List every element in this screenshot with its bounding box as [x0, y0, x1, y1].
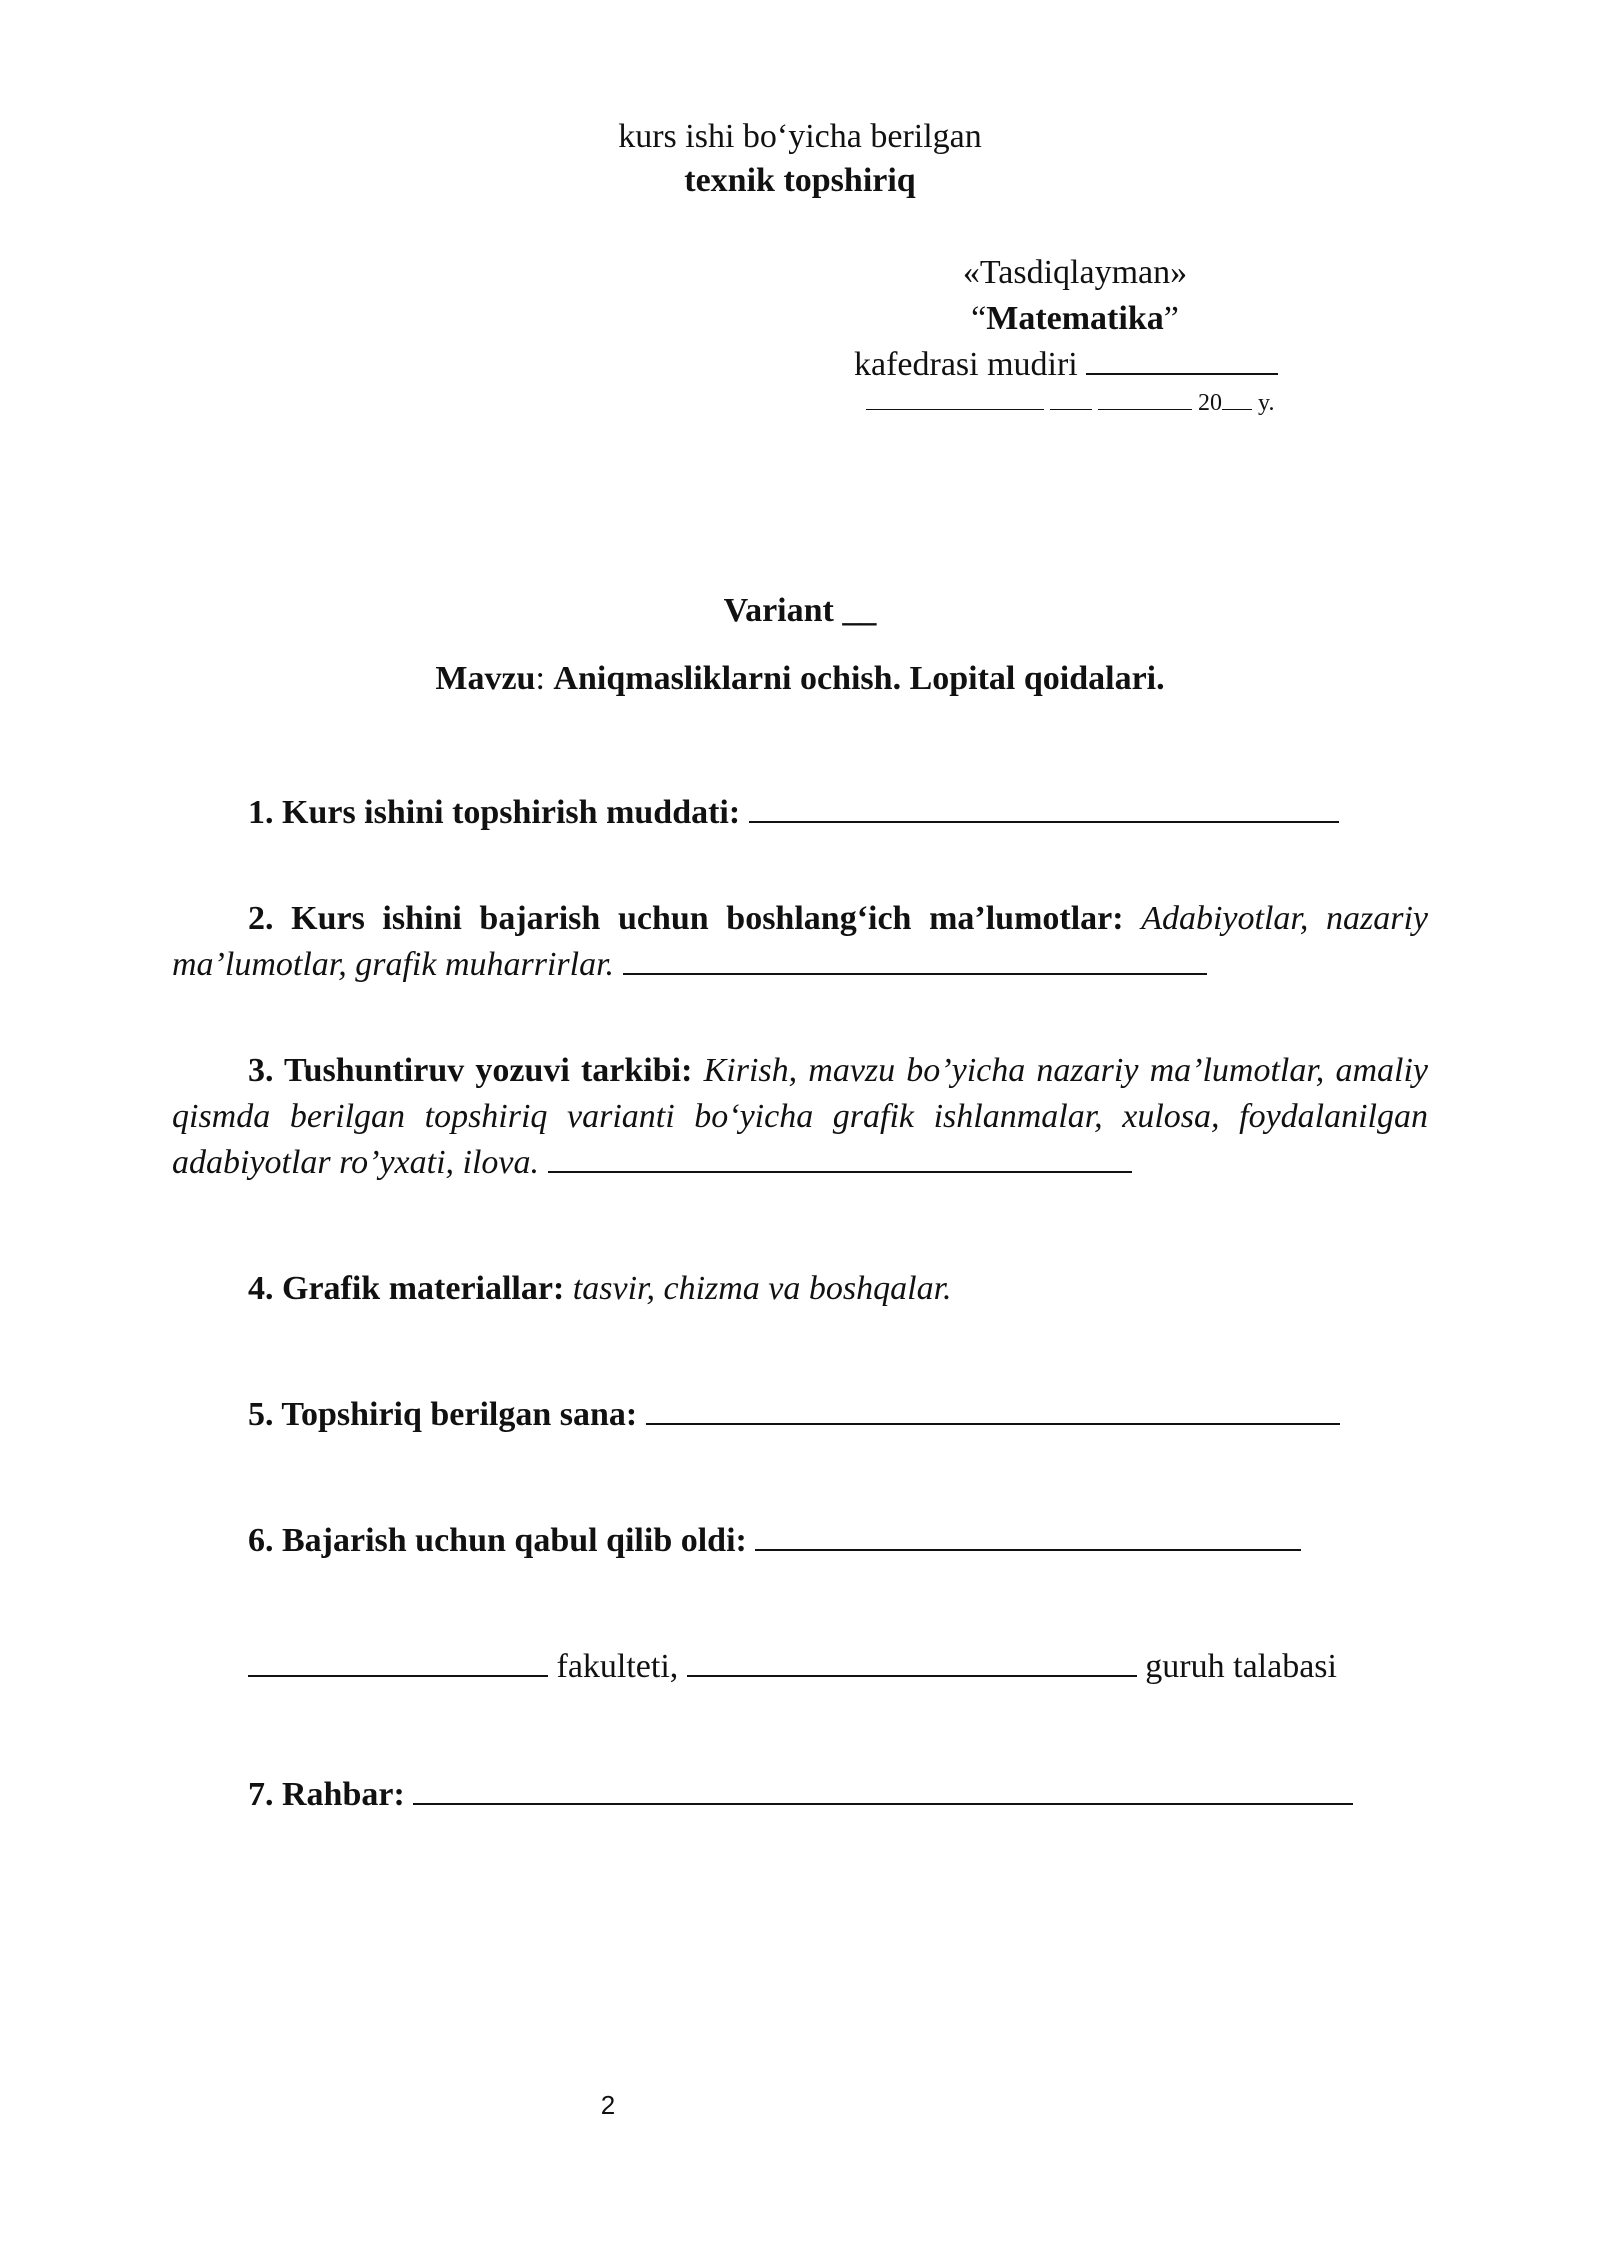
approval-confirm: «Tasdiqlayman» [962, 254, 1188, 291]
header-line1: kurs ishi bo‘yicha berilgan [618, 118, 982, 155]
date-suffix: y. [1258, 390, 1275, 416]
group-fill-line [687, 1645, 1137, 1677]
item-7-label: 7. Rahbar: [248, 1776, 405, 1813]
topic-label: Mavzu [435, 660, 536, 697]
approval-date [866, 388, 1274, 418]
item-3-fill-line [548, 1141, 1132, 1173]
document-title: texnik topshiriq [684, 162, 916, 199]
item-6-label: 6. Bajarish uchun qabul qilib oldi: [248, 1522, 747, 1559]
item-1-label: 1. Kurs ishini topshirish muddati: [248, 794, 741, 831]
department-close-quote: ” [1163, 300, 1179, 337]
head-label: kafedrasi mudiri [854, 346, 1078, 383]
approval-department [850, 296, 1300, 342]
page-number: 2 [600, 2090, 616, 2120]
item-2-fill-line [623, 943, 1207, 975]
item-2 [172, 896, 1428, 988]
item-1 [248, 790, 1339, 836]
item-3-text: Kirish, mavzu bo’yicha nazariy ma’lumotlar, amaliy qismda berilgan topshiriq varianti bo‘yicha grafik ishlanmalar, xulosa, foydalanilgan adabiyotlar ro’yxati, ilova. [172, 1052, 1428, 1181]
item-4 [248, 1266, 952, 1312]
group-label: guruh talabasi [1145, 1648, 1337, 1685]
date-month-line [1098, 389, 1192, 410]
topic-text: Aniqmasliklarni ochish. Lopital qoidalari. [553, 660, 1165, 697]
item-4-label: 4. Grafik materiallar: [248, 1270, 565, 1307]
date-year-line [1222, 389, 1252, 410]
topic-line [0, 656, 1600, 702]
item-3 [172, 1048, 1428, 1186]
item-7-fill-line [413, 1773, 1353, 1805]
date-year-prefix: 20 [1198, 390, 1222, 416]
item-2-label: 2. Kurs ishini bajarish uchun boshlang‘ich ma’lumotlar: [248, 900, 1124, 937]
topic-colon: : [535, 660, 545, 697]
item-5 [248, 1392, 1340, 1438]
approval-head [854, 342, 1278, 388]
date-day-line [866, 389, 1044, 410]
department-name: Matematika [986, 300, 1164, 337]
item-6 [248, 1518, 1301, 1564]
variant-label: Variant __ [723, 592, 877, 629]
item-7 [248, 1772, 1353, 1818]
item-2-text: Adabiyotlar, nazariy ma’lumotlar, grafik muharrirlar. [172, 900, 1428, 983]
item-1-fill-line [749, 791, 1339, 823]
department-open-quote: “ [971, 300, 987, 337]
item-3-label: 3. Tushuntiruv yozuvi tarkibi: [248, 1052, 693, 1089]
item-4-text: tasvir, chizma va boshqalar. [572, 1270, 952, 1307]
student-line [248, 1644, 1337, 1690]
signature-line [1086, 343, 1278, 375]
date-num-line [1050, 389, 1092, 410]
item-6-fill-line [755, 1519, 1301, 1551]
faculty-fill-line [248, 1645, 548, 1677]
item-5-fill-line [646, 1393, 1340, 1425]
item-5-label: 5. Topshiriq berilgan sana: [248, 1396, 638, 1433]
faculty-label: fakulteti, [556, 1648, 679, 1685]
